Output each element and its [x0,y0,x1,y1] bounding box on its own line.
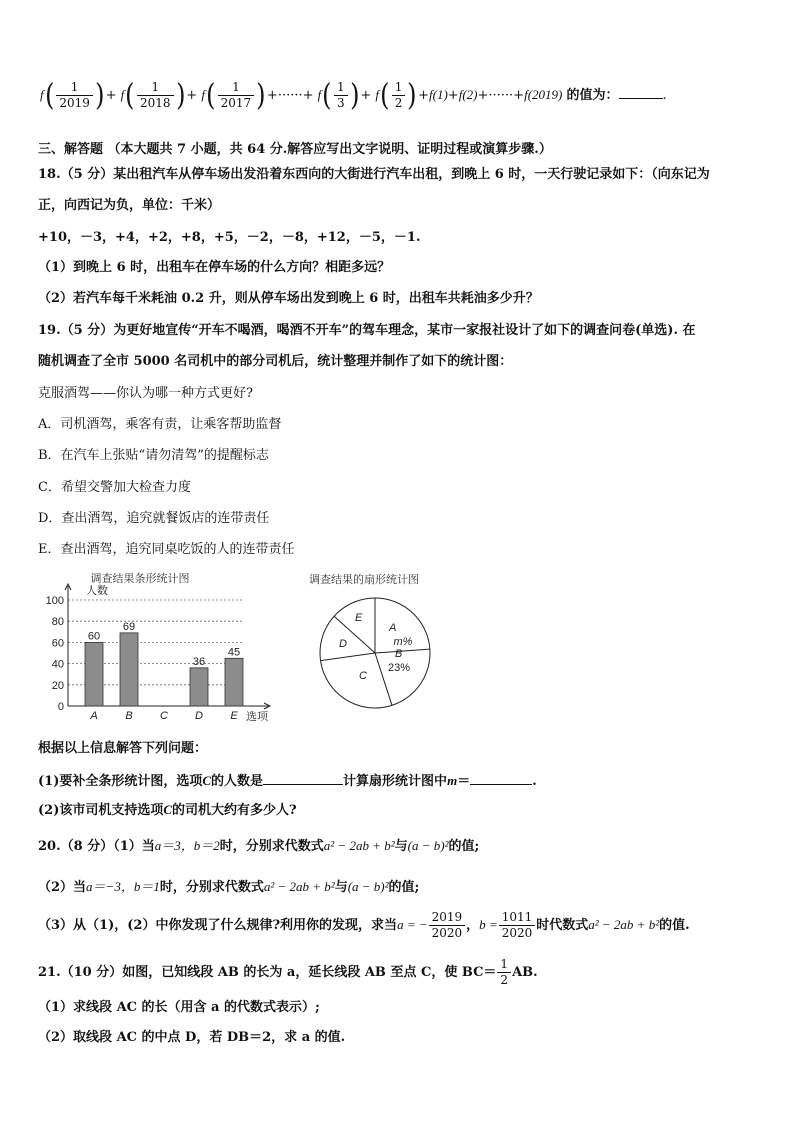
section-heading-3: 三、解答题 （本大题共 7 小题，共 64 分.解答应写出文字说明、证明过程或演算步骤.） [38,142,552,157]
q19-option-a: A．司机酒驾，乘客有责，让乘客帮助监督 [38,417,282,432]
bar-y-tick-label: 20 [51,679,64,692]
answer-blank-17[interactable] [619,84,663,99]
bar-chart-ylabel: 人数 [86,585,108,597]
f-symbol: f [40,87,44,102]
pie-slice-boundary [375,649,430,653]
q19-option-d: D．查出酒驾，追究就餐饭店的连带责任 [38,511,270,526]
bar-y-tick-label: 80 [51,616,64,629]
q19-stem-line1: 19.（5 分）为更好地宣传“开车不喝酒，喝酒不开车”的驾车理念，某市一家报社设计了如下的调查问卷(单选). 在 [38,323,696,338]
q19-sub1: (1)要补全条形统计图，选项C的人数是 计算扇形统计图中m＝ . [38,770,537,792]
q19-option-e: E．查出酒驾，追究同桌吃饭的人的连带责任 [38,542,295,557]
q20-part2: （2）当a＝−3，b＝1时，分别求代数式a² − 2ab + b²与(a − b)²的值; [38,879,420,895]
q18-stem-line2: 正，向西记为负，单位：千米） [38,198,221,213]
pie-slice-value-A: m% [393,636,413,648]
bar-category-label-B: B [125,710,133,722]
fraction-1-2019: $\frac{1}{2019}$ [56,80,93,111]
pie-slice-boundary [375,653,392,705]
bar-B [120,633,138,706]
bar-category-label-C: C [160,710,168,722]
q21-stem: 21.（10 分）如图，已知线段 AB 的长为 a，延长线段 AB 至点 C，使 BC＝ $\frac{1}{2}$ AB. [38,957,538,987]
fraction-1011-2020: $\frac{1011}{2020}$ [499,910,536,941]
bar-category-label-E: E [230,710,238,722]
fraction-2019-2020: $\frac{2019}{2020}$ [429,910,466,941]
bar-y-tick-label: 100 [45,595,64,607]
bar-category-label-A: A [90,710,98,722]
fraction-1-2-half: $\frac{1}{2}$ [497,957,511,988]
pie-slice-label-B: B [395,648,403,660]
sum-expression-line: f( $\frac{1}{2019}$ )+ f( $\frac{1}{2018}$ )+ f( $\frac{1}{2017}$ )+······+ f( $\frac{1}{3}$ )+ f( $\frac{1}{2}$ )+f(1)+f(2)+······+f(2019) 的值为： . [40,77,667,113]
bar-y-tick-label: 0 [57,701,64,713]
value-prompt: 的值为： [566,88,619,103]
bar-chart-title: 调查结果条形统计图 [90,573,190,585]
bar-A [85,642,103,706]
bar-chart [32,568,282,728]
q18-part2: （2）若汽车每千米耗油 0.2 升，则从停车场出发到晚上 6 时，出租车共耗油多少升？ [38,291,539,306]
q20-part1: 20.（8 分）（1）当a＝3，b＝2时，分别求代数式a² − 2ab + b²与(a − b)²的值; [38,838,480,854]
pie-slice-label-E: E [355,612,363,624]
bar-y-tick-label: 40 [51,658,64,671]
pie-slice-label-D: D [339,638,347,650]
q21-part1: （1）求线段 AC 的长（用含 a 的代数式表示）; [38,1000,320,1015]
q18-part1: （1）到晚上 6 时，出租车在停车场的什么方向？相距多远？ [38,260,391,275]
fraction-1-3: $\frac{1}{3}$ [334,80,348,111]
pie-slice-label-A: A [389,622,397,634]
q19-survey-question: 克服酒驾——你认为哪一种方式更好? [38,386,253,401]
q19-option-b: B．在汽车上张贴“请勿清驾”的提醒标志 [38,448,269,463]
pie-slice-value-B: 23% [387,662,411,674]
bar-y-tick-label: 60 [51,637,64,650]
pie-chart-title: 调查结果的扇形统计图 [309,574,419,586]
bar-category-label-D: D [195,710,203,722]
q19-sub2: (2)该市司机支持选项C的司机大约有多少人? [38,802,297,818]
q18-data: +10，－3，+4，+2，+8，+5，－2，－8，+12，－5，－1. [38,230,421,245]
fraction-1-2017: $\frac{1}{2017}$ [218,80,255,111]
bar-value-label-A: 60 [87,630,101,643]
q19-after-charts: 根据以上信息解答下列问题： [38,741,208,756]
answer-blank-c-count[interactable] [263,770,343,785]
q18-stem-line1: 18.（5 分）某出租汽车从停车场出发沿着东西向的大街进行汽车出租，到晚上 6 时，一天行驶记录如下：（向东记为 [38,167,710,182]
bar-value-label-E: 45 [227,646,241,659]
answer-blank-m[interactable] [470,770,532,785]
fraction-1-2: $\frac{1}{2}$ [392,80,406,111]
q19-stem-line2: 随机调查了全市 5000 名司机中的部分司机后，统计整理并制作了如下的统计图： [38,354,513,369]
q21-part2: （2）取线段 AC 的中点 D，若 DB＝2，求 a 的值. [38,1030,346,1045]
bar-value-label-B: 69 [122,620,136,633]
fraction-1-2018: $\frac{1}{2018}$ [137,80,174,111]
q19-option-c: C．希望交警加大检查力度 [38,480,191,495]
pie-slice-boundary [321,653,375,661]
bar-value-label-D: 36 [192,655,206,668]
bar-E [225,658,243,706]
pie-chart [298,570,448,710]
bar-chart-xlabel: 选项 [246,711,268,723]
pie-slice-label-C: C [359,670,367,682]
bar-D [190,668,208,706]
q20-part3: （3）从（1)，(2）中你发现了什么规律?利用你的发现，求当a = − $\frac{2019}{2020}$ ，b = $\frac{1011}{2020}$ 时代数式a² − 2ab + b²的值. [38,910,690,940]
